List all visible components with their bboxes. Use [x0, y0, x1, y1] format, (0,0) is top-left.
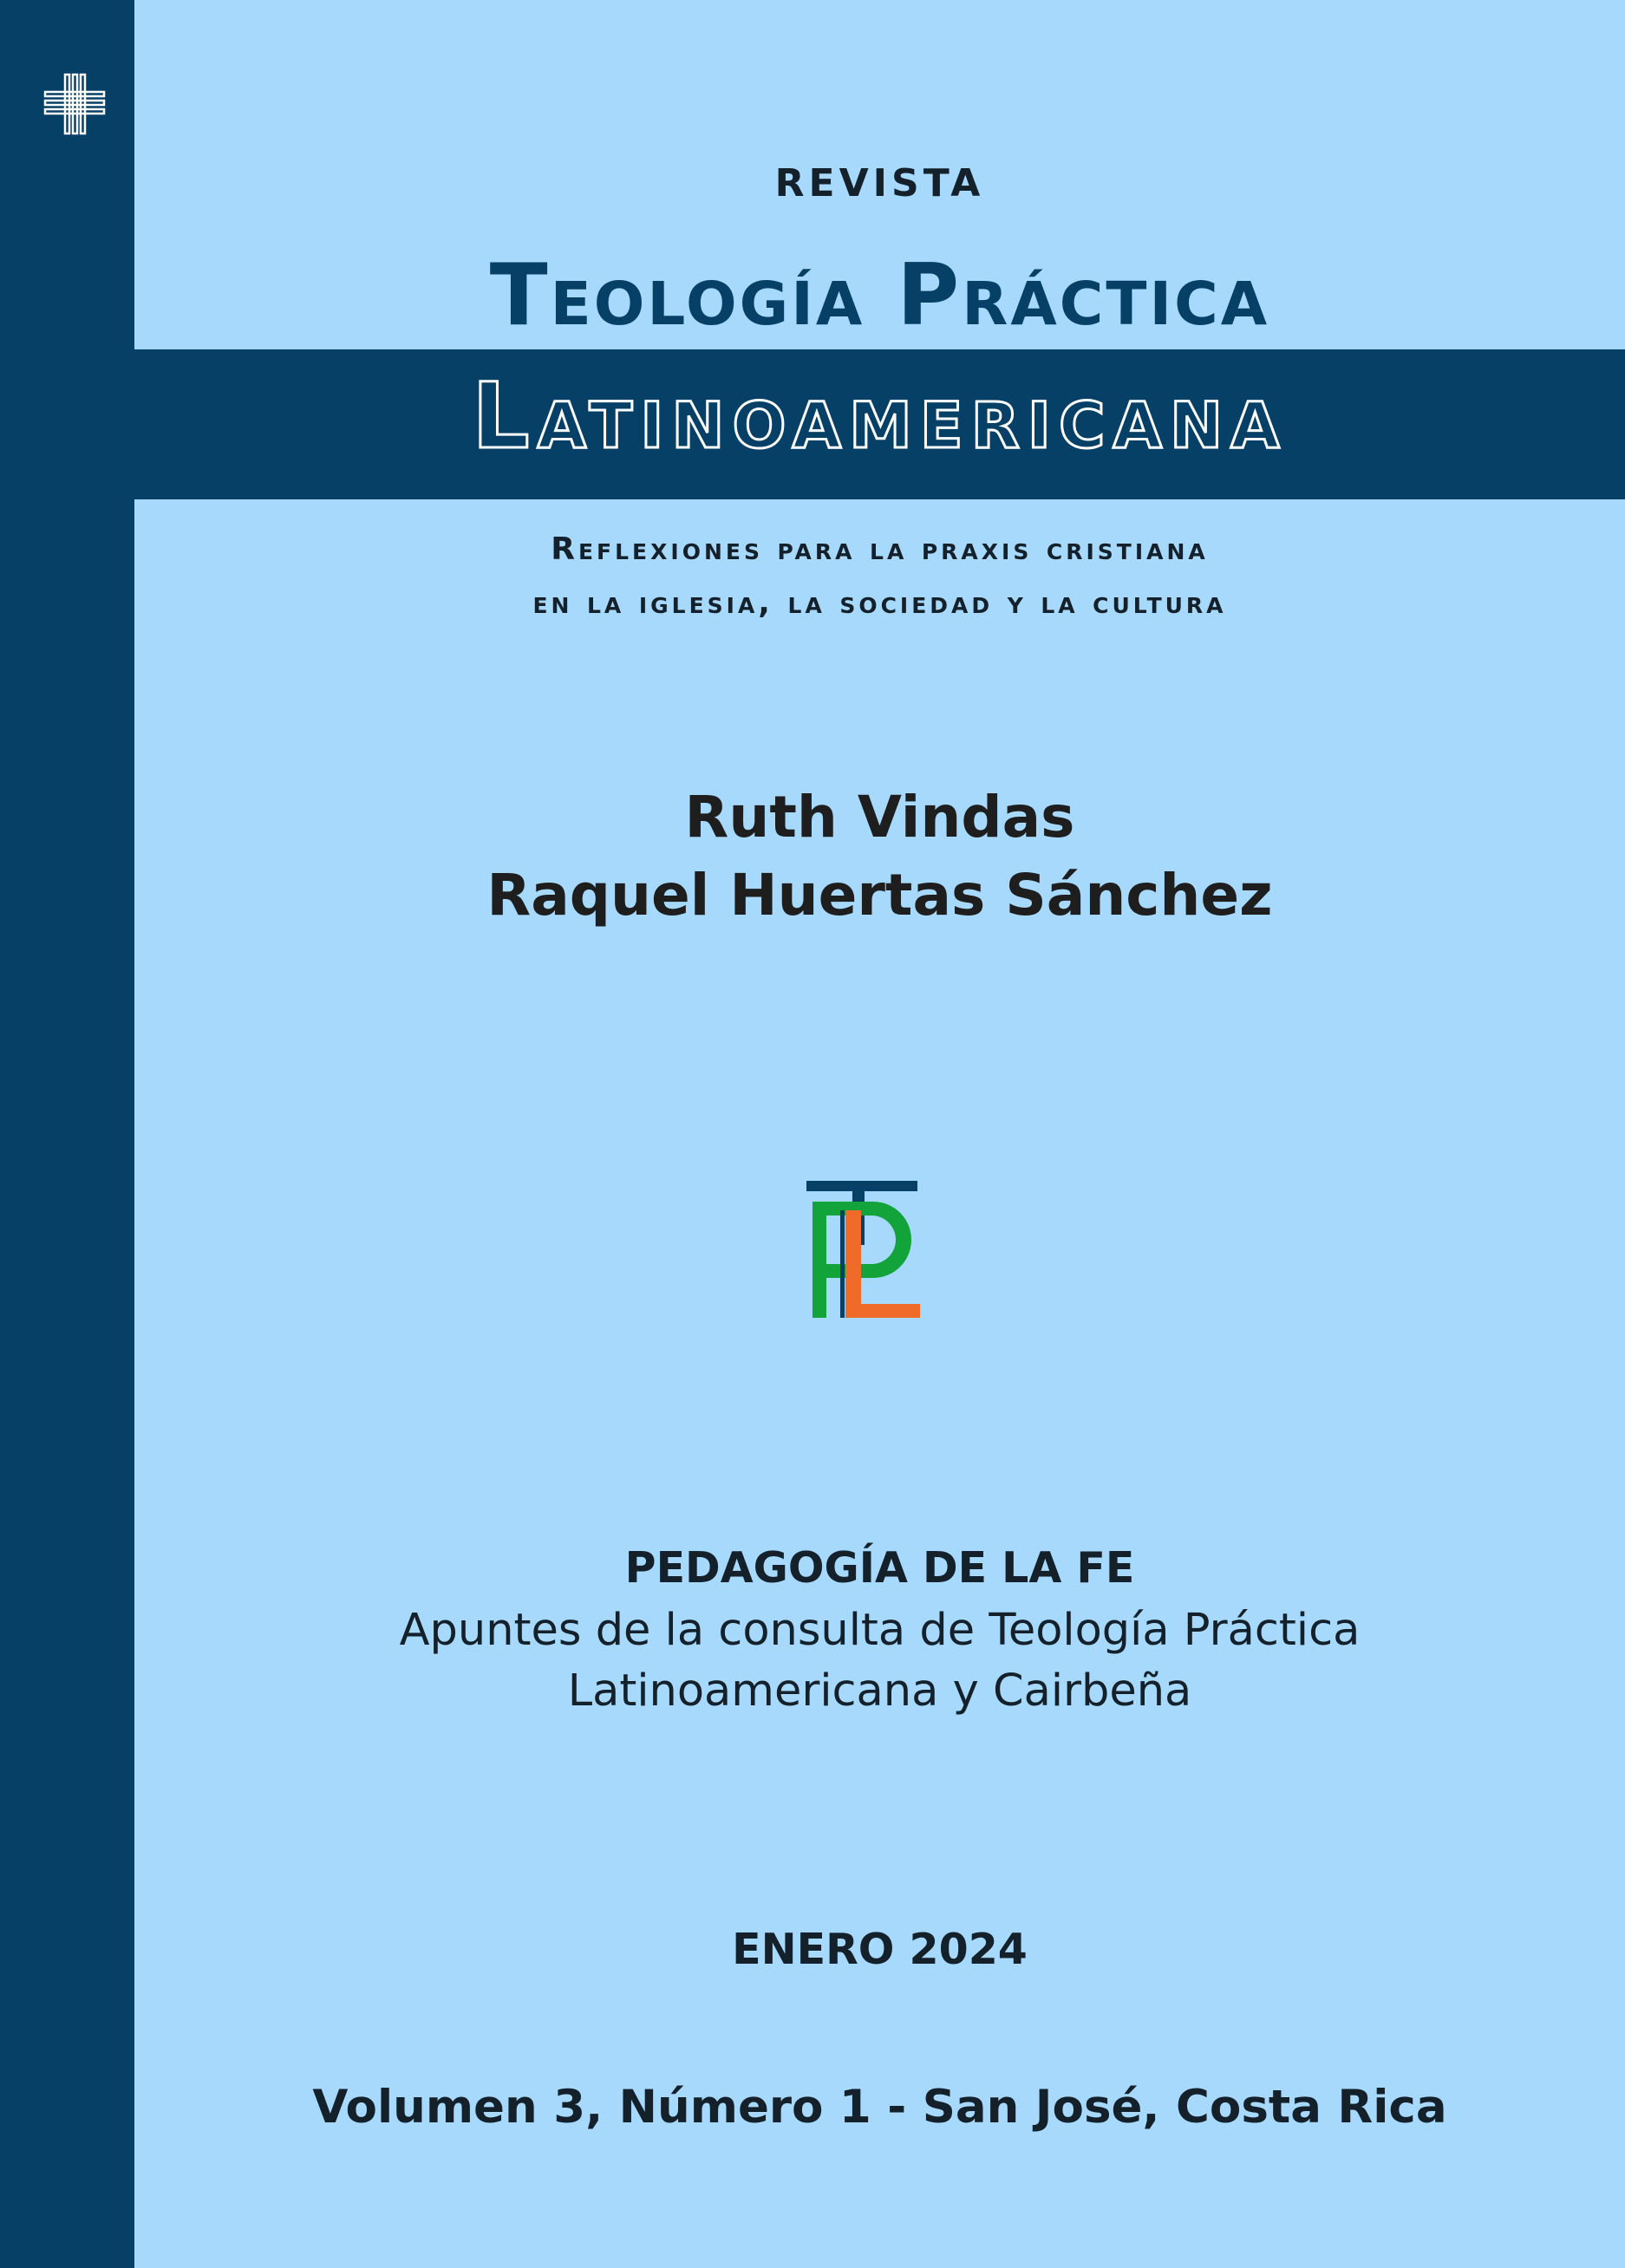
issue-theme-title: PEDAGOGÍA DE LA FE	[624, 1543, 1135, 1593]
author-2: Raquel Huertas Sánchez	[486, 862, 1273, 929]
volume-info: Volumen 3, Número 1 - San José, Costa Rica	[312, 2081, 1447, 2134]
subtitle-line1: Reflexiones para la praxis cristiana	[551, 531, 1209, 567]
tpl-monogram-logo	[802, 1179, 923, 1322]
woven-cross-icon	[43, 73, 106, 135]
journal-kicker: REVISTA	[774, 161, 985, 205]
issue-date: ENERO 2024	[732, 1925, 1028, 1974]
subtitle-line2: en la iglesia, la sociedad y la cultura	[532, 585, 1227, 621]
author-1: Ruth Vindas	[684, 784, 1075, 850]
journal-title-line1: Teología Práctica	[489, 246, 1270, 345]
journal-subtitle	[134, 523, 1625, 630]
theme-line1: Apuntes de la consulta de Teología Práctica	[399, 1605, 1361, 1656]
issue-theme-description	[134, 1600, 1625, 1722]
journal-title-line2: Latinoamericana	[472, 363, 1288, 469]
cover-spine	[0, 0, 134, 2268]
theme-line2: Latinoamericana y Cairbeña	[567, 1665, 1192, 1717]
